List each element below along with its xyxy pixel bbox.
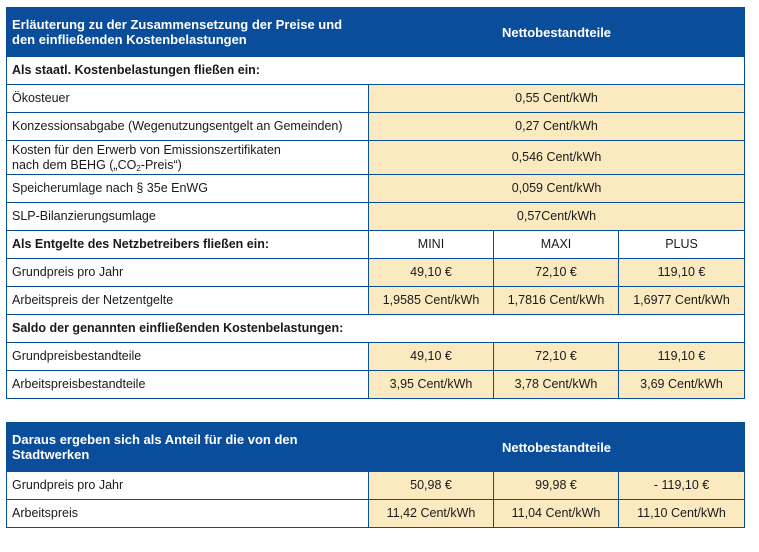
table-header-row [7,8,745,57]
row-value-plus: 1,6977 Cent/kWh [619,287,745,315]
row-value-mini: 1,9585 Cent/kWh [369,287,494,315]
row-label: Grundpreis pro Jahr [7,472,369,500]
row-label: Konzessionsabgabe (Wegenutzungsentgelt an Gemeinden) [7,113,369,141]
row-value-mini: 49,10 € [369,343,494,371]
column-header-maxi: MAXI [494,231,619,259]
table-row [7,287,745,315]
row-value-maxi: 1,7816 Cent/kWh [494,287,619,315]
row-value: 0,57Cent/kWh [369,203,745,231]
row-value-maxi: 72,10 € [494,343,619,371]
table-header-row [7,423,745,472]
section-heading-netz: Als Entgelte des Netzbetreibers fließen ein: [7,231,369,259]
row-label: Grundpreisbestandteile [7,343,369,371]
column-header-plus: PLUS [619,231,745,259]
table-row [7,175,745,203]
table-row [7,500,745,528]
table-row [7,113,745,141]
row-value-plus: 119,10 € [619,259,745,287]
table-row [7,203,745,231]
table-row [7,141,745,175]
section-heading-saldo: Saldo der genannten einfließenden Kostenbelastungen: [7,315,745,343]
column-header-mini: MINI [369,231,494,259]
row-value: 0,27 Cent/kWh [369,113,745,141]
row-value-plus: 11,10 Cent/kWh [619,500,745,528]
table-row [7,259,745,287]
row-label: Arbeitspreisbestandteile [7,371,369,399]
co2-subscript: 2 [136,163,141,173]
row-label-line2-pre: nach dem BEHG („CO [12,157,137,172]
row-value-maxi: 11,04 Cent/kWh [494,500,619,528]
section-heading-row [7,231,745,259]
row-value: 0,059 Cent/kWh [369,175,745,203]
section-heading-row [7,57,745,85]
row-label: SLP-Bilanzierungsumlage [7,203,369,231]
section-heading-staatl: Als staatl. Kostenbelastungen fließen ein: [7,57,745,85]
stadtwerke-share-table [6,422,745,528]
table-row [7,343,745,371]
header-label: Daraus ergeben sich als Anteil für die von den Stadtwerken [7,423,369,472]
table-row [7,85,745,113]
row-label [7,141,369,175]
row-value: 0,546 Cent/kWh [369,141,745,175]
section-heading-row [7,315,745,343]
row-label-line1: Kosten für den Erwerb von Emissionszertifikaten [12,142,281,157]
header-title: Nettobestandteile [369,423,745,472]
row-value-maxi: 3,78 Cent/kWh [494,371,619,399]
price-composition-table [6,7,745,399]
row-value-plus: 119,10 € [619,343,745,371]
header-title: Nettobestandteile [369,8,745,57]
table-row [7,371,745,399]
header-label: Erläuterung zu der Zusammensetzung der Preise und den einfließenden Kostenbelastungen [7,8,369,57]
table-row [7,472,745,500]
row-value: 0,55 Cent/kWh [369,85,745,113]
row-value-plus: - 119,10 € [619,472,745,500]
row-label: Speicherumlage nach § 35e EnWG [7,175,369,203]
row-label: Ökosteuer [7,85,369,113]
row-value-maxi: 99,98 € [494,472,619,500]
row-value-mini: 50,98 € [369,472,494,500]
row-label: Arbeitspreis der Netzentgelte [7,287,369,315]
row-label: Arbeitspreis [7,500,369,528]
row-label-line2-post: -Preis“) [140,157,182,172]
row-value-mini: 11,42 Cent/kWh [369,500,494,528]
row-value-mini: 3,95 Cent/kWh [369,371,494,399]
row-value-plus: 3,69 Cent/kWh [619,371,745,399]
row-label: Grundpreis pro Jahr [7,259,369,287]
row-value-mini: 49,10 € [369,259,494,287]
row-value-maxi: 72,10 € [494,259,619,287]
